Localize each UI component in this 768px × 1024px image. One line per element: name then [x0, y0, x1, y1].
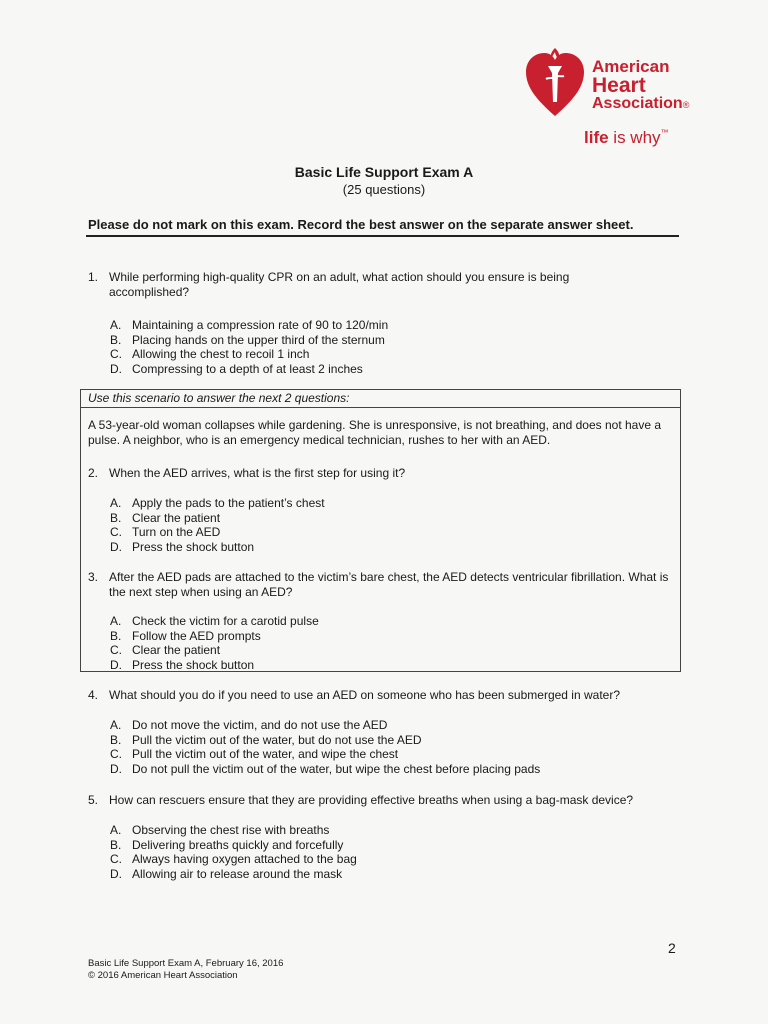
exam-title: Basic Life Support Exam A — [294, 164, 474, 180]
option-text: Check the victim for a carotid pulse — [132, 614, 319, 628]
question-text: What should you do if you need to use an AED on someone who has been submerged in water? — [109, 688, 620, 702]
exam-subtitle: (25 questions) — [342, 182, 426, 197]
option-a — [110, 823, 357, 838]
option-text: Clear the patient — [132, 510, 221, 525]
option-text: Always having oxygen attached to the bag — [132, 852, 357, 867]
option-b — [110, 733, 540, 748]
option-d — [110, 867, 357, 882]
option-letter: B. — [110, 628, 122, 643]
option-letter: A. — [110, 318, 122, 332]
trademark-mark: ™ — [660, 128, 669, 137]
option-c — [110, 347, 388, 362]
option-letter: A. — [110, 614, 122, 628]
question-number: 4. — [88, 688, 99, 702]
option-letter: C. — [110, 347, 122, 362]
question-2-options — [110, 496, 325, 554]
question-text: After the AED pads are attached to the victim’s bare chest, the AED detects ventricular fibrillation. What is the next step when using an AED? — [109, 570, 669, 599]
question-5-options — [110, 823, 357, 881]
option-b — [110, 838, 357, 853]
question-4 — [88, 688, 689, 703]
option-text: Placing hands on the upper third of the sternum — [132, 332, 385, 347]
option-b — [110, 511, 325, 526]
option-letter: C. — [110, 643, 122, 658]
option-c — [110, 852, 357, 867]
option-text: Allowing air to release around the mask — [132, 866, 343, 881]
option-text: Clear the patient — [132, 643, 221, 658]
question-4-options — [110, 718, 540, 776]
option-d — [110, 362, 388, 377]
option-c — [110, 747, 540, 762]
option-b — [110, 333, 388, 348]
option-a — [110, 718, 540, 733]
footer-line-1: Basic Life Support Exam A, February 16, 2016 — [88, 958, 284, 969]
option-letter: C. — [110, 525, 122, 540]
option-letter: C. — [110, 747, 122, 762]
question-1 — [88, 270, 649, 300]
option-letter: D. — [110, 657, 122, 672]
option-d — [110, 540, 325, 555]
option-text: Apply the pads to the patient’s chest — [132, 496, 325, 510]
option-c — [110, 525, 325, 540]
option-letter: B. — [110, 332, 122, 347]
footer — [88, 958, 283, 982]
option-text: Press the shock button — [132, 657, 255, 672]
option-a — [110, 496, 325, 511]
option-letter: A. — [110, 823, 122, 837]
option-text: Do not move the victim, and do not use the AED — [132, 718, 388, 732]
option-text: Compressing to a depth of at least 2 inches — [132, 361, 363, 376]
option-d — [110, 658, 319, 673]
question-3-options — [110, 614, 319, 672]
exam-instruction: Please do not mark on this exam. Record the best answer on the separate answer sheet. — [88, 217, 634, 232]
option-c — [110, 643, 319, 658]
question-number: 3. — [88, 570, 99, 584]
option-text: Follow the AED prompts — [132, 628, 261, 643]
org-name-line2: Heart — [592, 74, 646, 97]
tagline — [584, 128, 669, 148]
question-text: While performing high-quality CPR on an adult, what action should you ensure is being accomplished? — [109, 270, 570, 299]
option-letter: B. — [110, 510, 122, 525]
option-letter: D. — [110, 761, 122, 776]
option-text: Pull the victim out of the water, but do not use the AED — [132, 732, 422, 747]
question-1-options — [110, 318, 388, 376]
option-a — [110, 614, 319, 629]
registered-mark: ® — [682, 100, 690, 110]
question-number: 1. — [88, 270, 99, 284]
org-name-line1: American — [592, 57, 670, 76]
option-text: Observing the chest rise with breaths — [132, 823, 330, 837]
aha-logo — [524, 46, 694, 156]
header-divider — [86, 235, 679, 237]
option-text: Pull the victim out of the water, and wipe the chest — [132, 747, 399, 762]
option-letter: D. — [110, 539, 122, 554]
question-5 — [88, 793, 689, 808]
footer-copyright: © 2016 American Heart Association — [88, 970, 238, 981]
option-text: Turn on the AED — [132, 525, 221, 540]
option-d — [110, 762, 540, 777]
scenario-heading: Use this scenario to answer the next 2 questions: — [88, 391, 350, 405]
question-text: When the AED arrives, what is the first step for using it? — [109, 466, 406, 480]
option-letter: B. — [110, 732, 122, 747]
option-letter: C. — [110, 852, 122, 867]
tagline-bold: life — [584, 128, 609, 147]
option-b — [110, 629, 319, 644]
option-text: Press the shock button — [132, 539, 255, 554]
heart-torch-icon — [524, 46, 586, 118]
org-name — [592, 58, 689, 112]
org-name-line3: Association® — [592, 95, 690, 112]
option-text: Maintaining a compression rate of 90 to 120/min — [132, 318, 389, 332]
page-number: 2 — [668, 940, 676, 956]
option-letter: D. — [110, 866, 122, 881]
question-2 — [88, 466, 649, 481]
option-a — [110, 318, 388, 333]
option-text: Do not pull the victim out of the water, but wipe the chest before placing pads — [132, 761, 541, 776]
question-number: 5. — [88, 793, 99, 807]
question-3 — [88, 570, 669, 600]
option-letter: B. — [110, 837, 122, 852]
option-text: Allowing the chest to recoil 1 inch — [132, 347, 310, 362]
tagline-rest: is why — [608, 128, 661, 147]
question-number: 2. — [88, 466, 99, 480]
scenario-text: A 53-year-old woman collapses while gardening. She is unresponsive, is not breathing, and does not have a pulse. A neighbor, who is an emergency medical technician, rushes to her with an AED. — [88, 418, 662, 447]
option-letter: D. — [110, 361, 122, 376]
option-letter: A. — [110, 496, 122, 510]
option-letter: A. — [110, 718, 122, 732]
option-text: Delivering breaths quickly and forcefully — [132, 837, 344, 852]
question-text: How can rescuers ensure that they are providing effective breaths when using a bag-mask device? — [109, 793, 634, 807]
scenario-divider — [80, 407, 681, 408]
